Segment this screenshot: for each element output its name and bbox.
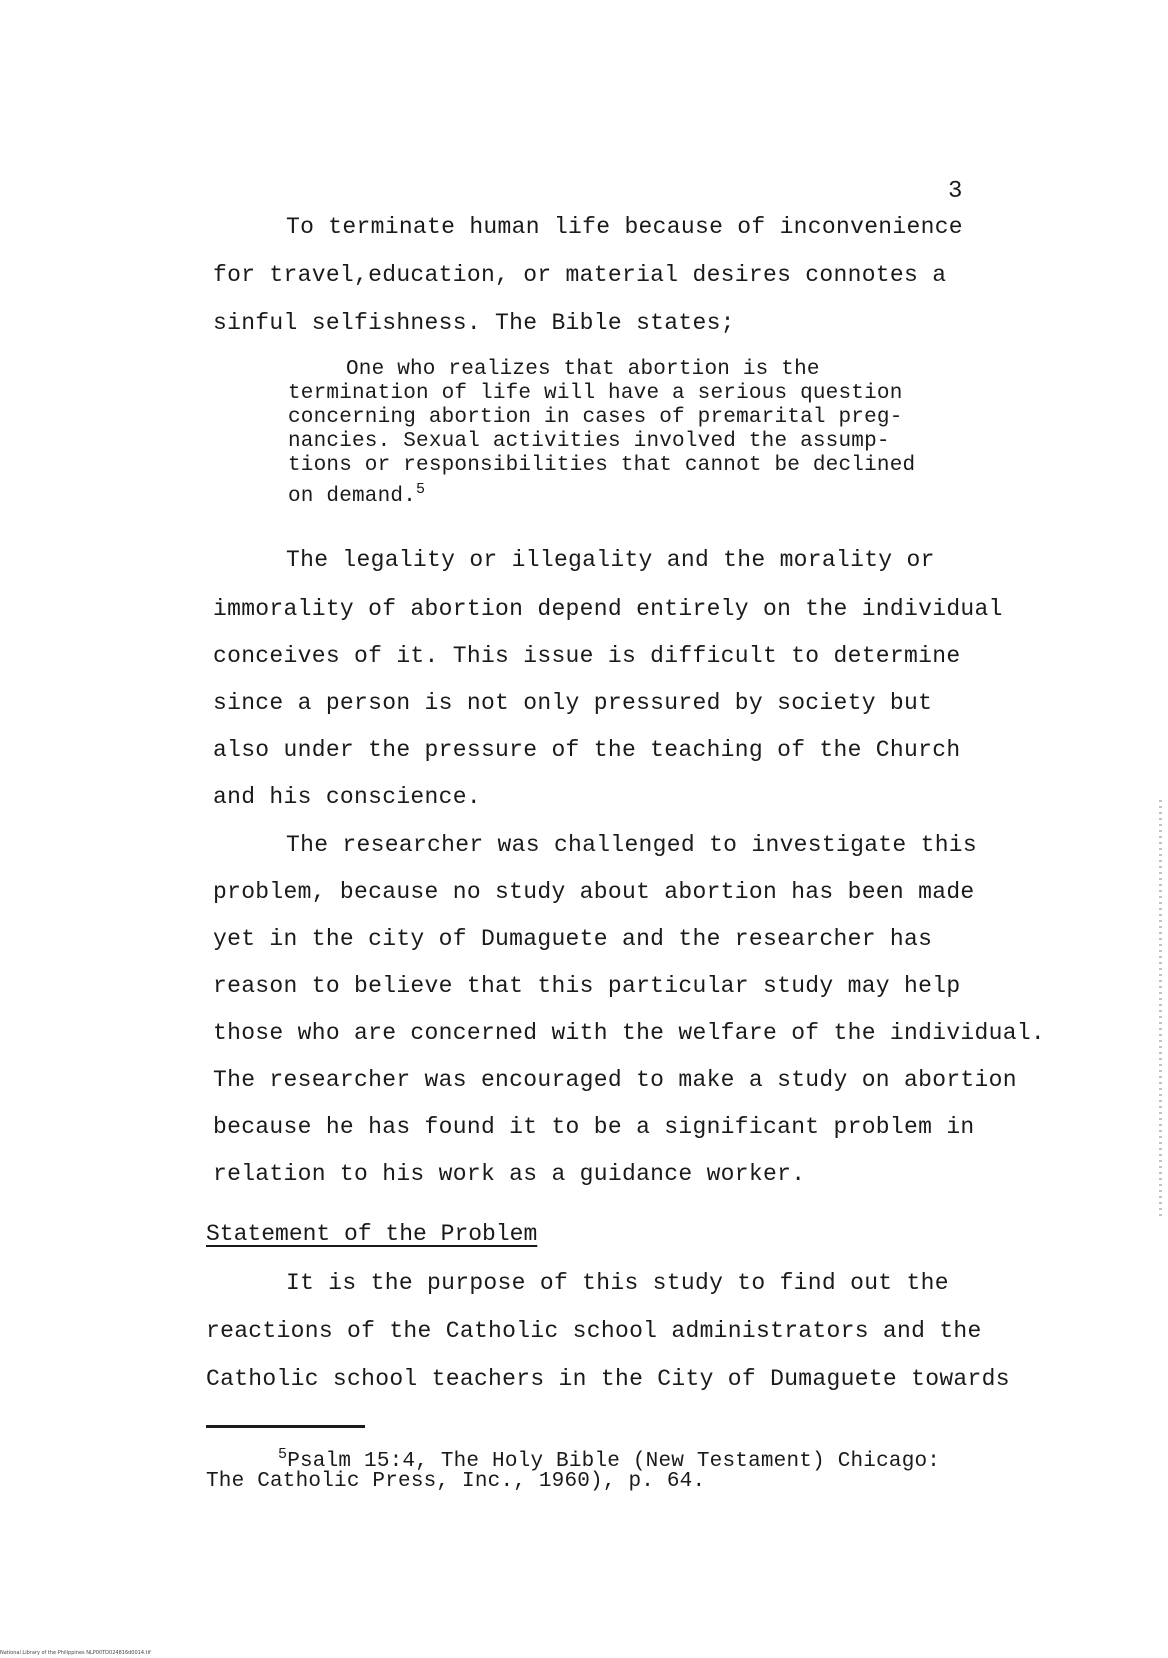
intro-line-2: for travel,education, or material desires connotes a [213, 262, 947, 288]
paragraph2-line-7: because he has found it to be a significant problem in [213, 1114, 975, 1140]
paragraph2-line-1: The researcher was challenged to investigate this [286, 832, 978, 858]
paragraph2-line-2: problem, because no study about abortion has been made [213, 879, 975, 905]
quote-line-2: termination of life will have a serious question [288, 382, 903, 405]
paragraph1-line-3: conceives of it. This issue is difficult to determine [213, 643, 961, 669]
section-heading: Statement of the Problem [206, 1221, 538, 1247]
paragraph2-line-6: The researcher was encouraged to make a study on abortion [213, 1067, 1017, 1093]
paragraph2-line-4: reason to believe that this particular study may help [213, 973, 961, 999]
scanner-footer: National Library of the Philippines NLP00TD024816d0014.tif [0, 1650, 151, 1656]
quote-line-5: tions or responsibilities that cannot be declined [288, 454, 916, 477]
paragraph1-line-1: The legality or illegality and the morality or [286, 547, 935, 573]
quote-line-6-text: on demand. [288, 485, 417, 508]
paragraph1-line-5: also under the pressure of the teaching of the Church [213, 737, 961, 763]
section-line-3: Catholic school teachers in the City of Dumaguete towards [206, 1366, 1010, 1392]
scan-edge-mark [1159, 800, 1162, 1220]
footnote-line-1-text: Psalm 15:4, The Holy Bible (New Testament) Chicago: [287, 1450, 941, 1473]
section-line-1: It is the purpose of this study to find out the [286, 1270, 949, 1296]
paragraph1-line-4: since a person is not only pressured by society but [213, 690, 933, 716]
quote-line-1: One who realizes that abortion is the [346, 358, 820, 381]
page-number: 3 [948, 178, 963, 205]
paragraph2-line-5: those who are concerned with the welfare of the individual. [213, 1020, 1046, 1046]
quote-line-4: nancies. Sexual activities involved the assump- [288, 430, 890, 453]
footnote-rule [206, 1425, 365, 1428]
paragraph2-line-8: relation to his work as a guidance worker. [213, 1161, 806, 1187]
quote-line-6 [288, 478, 425, 509]
paragraph1-line-6: and his conscience. [213, 784, 481, 810]
paragraph1-line-2: immorality of abortion depend entirely on the individual [213, 596, 1003, 622]
intro-line-3: sinful selfishness. The Bible states; [213, 310, 735, 336]
footnote-reference: 5 [416, 481, 426, 498]
footnote-line-2: The Catholic Press, Inc., 1960), p. 64. [206, 1470, 706, 1493]
section-line-2: reactions of the Catholic school administrators and the [206, 1318, 982, 1344]
footnote-line-1 [278, 1446, 940, 1473]
quote-line-3: concerning abortion in cases of premarital preg- [288, 406, 903, 429]
intro-line-1: To terminate human life because of inconvenience [286, 214, 963, 240]
footnote-marker: 5 [278, 1446, 288, 1463]
paragraph2-line-3: yet in the city of Dumaguete and the researcher has [213, 926, 933, 952]
